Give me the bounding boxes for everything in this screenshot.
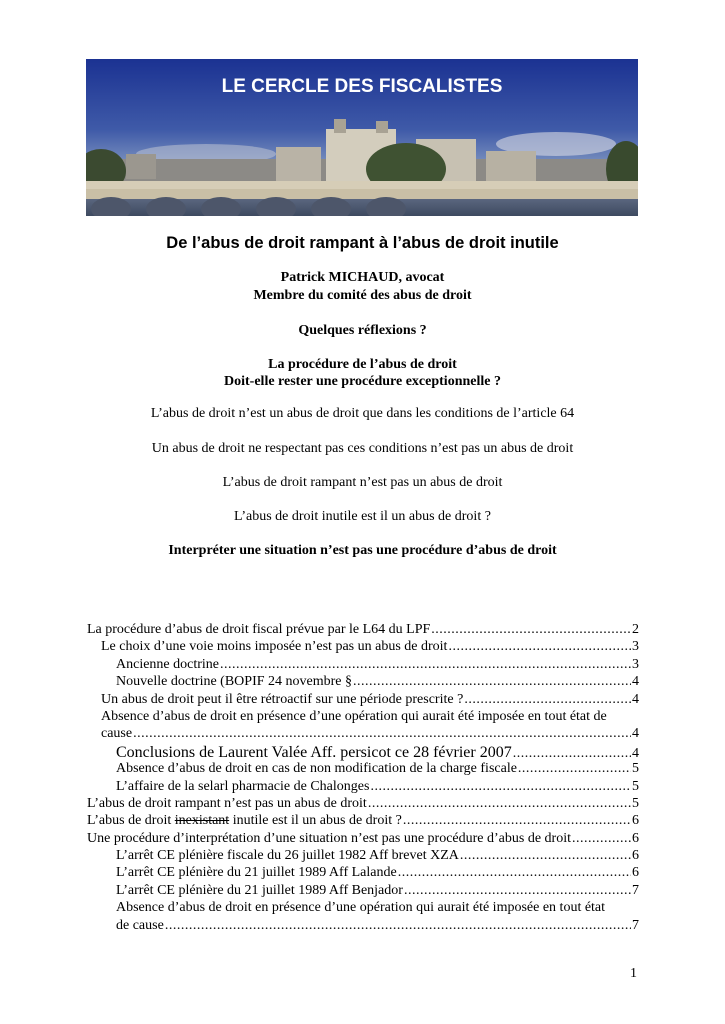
toc-title-part: inutile est il un abus de droit ? — [229, 813, 402, 829]
toc-entry[interactable] — [87, 622, 639, 639]
toc-entry[interactable] — [87, 761, 639, 778]
toc-entry-page: 5 — [632, 778, 639, 794]
toc-entry-page: 7 — [632, 917, 639, 933]
toc-entry-title[interactable]: Absence d’abus de droit en présence d’une opération qui aurait été imposée en tout état — [116, 900, 606, 916]
statement-2: Un abus de droit ne respectant pas ces conditions n’est pas un abus de droit — [151, 441, 574, 456]
statement-4: L’abus de droit inutile est il un abus de droit ? — [234, 509, 491, 524]
toc-entry[interactable] — [87, 796, 639, 813]
toc-entry[interactable] — [87, 918, 639, 935]
toc-entry-page: 4 — [632, 726, 639, 742]
subtitle: Quelques réflexions ? — [298, 323, 427, 338]
toc-entry-page: 4 — [632, 745, 639, 761]
toc-entry-title[interactable]: Absence d’abus de droit en présence d’une opération qui aurait été imposée en tout état de — [101, 708, 607, 724]
toc-entry-title: L’arrêt CE plénière fiscale du 26 juillet 1982 Aff brevet XZA — [116, 848, 459, 864]
heading-line-1: La procédure de l’abus de droit — [268, 357, 457, 372]
toc-entry[interactable] — [87, 865, 639, 882]
toc-entry[interactable] — [87, 848, 639, 865]
struck-word: inexistant — [174, 813, 230, 829]
toc-entry-page: 7 — [632, 882, 639, 898]
author-line: Patrick MICHAUD, avocat — [280, 270, 445, 285]
toc-entry-title-continued: cause — [101, 726, 133, 742]
page-number: 1 — [630, 966, 637, 981]
toc-entry-page: 5 — [632, 761, 639, 777]
toc-entry-title-continued: de cause — [116, 917, 164, 933]
toc-entry-title: Une procédure d’interprétation d’une situation n’est pas une procédure d’abus de droit — [87, 830, 571, 846]
toc-entry-page: 6 — [632, 865, 639, 881]
toc-entry-page: 4 — [632, 674, 639, 690]
toc-entry-title: L’affaire de la selarl pharmacie de Chalonges — [116, 778, 370, 794]
paris-bridge-illustration — [86, 59, 638, 216]
toc-entry-title: La procédure d’abus de droit fiscal prévue par le L64 du LPF — [87, 622, 431, 637]
document-title: De l’abus de droit rampant à l’abus de droit inutile — [166, 234, 559, 252]
statement-1: L’abus de droit n’est un abus de droit que dans les conditions de l’article 64 — [150, 406, 575, 421]
toc-entry[interactable] — [87, 657, 639, 674]
toc-entry-page: 4 — [632, 691, 639, 707]
toc-entry-title: Le choix d’une voie moins imposée n’est pas un abus de droit — [101, 639, 448, 655]
toc-entry[interactable] — [87, 779, 639, 796]
heading-line-2: Doit-elle rester une procédure exceptionnelle ? — [224, 374, 501, 389]
toc-entry[interactable] — [87, 744, 639, 761]
toc-entry-page: 6 — [632, 830, 639, 846]
toc-entry-page: 6 — [632, 813, 639, 829]
toc-entry[interactable] — [87, 831, 639, 848]
toc-entry-title: Nouvelle doctrine (BOPIF 24 novembre § — [116, 674, 353, 690]
toc-entry-page: 3 — [632, 656, 639, 672]
conclusion-statement: Interpréter une situation n’est pas une procédure d’abus de droit — [168, 543, 557, 558]
toc-entry-title: L’arrêt CE plénière du 21 juillet 1989 Aff Benjador — [116, 882, 403, 898]
toc-entry[interactable] — [87, 674, 639, 691]
toc-entry-title — [87, 813, 402, 829]
toc-entry-title: L’arrêt CE plénière du 21 juillet 1989 Aff Lalande — [116, 865, 397, 881]
toc-entry-title: Un abus de droit peut il être rétroactif sur une période prescrite ? — [101, 691, 464, 707]
toc-entry-page: 2 — [632, 622, 639, 637]
toc-entry[interactable] — [87, 813, 639, 830]
toc-entry[interactable] — [87, 883, 639, 900]
toc-entry-page: 3 — [632, 639, 639, 655]
toc-entry-page: 5 — [632, 795, 639, 811]
banner-title: LE CERCLE DES FISCALISTES — [221, 76, 503, 97]
toc-entry-page: 6 — [632, 848, 639, 864]
toc-entry[interactable] — [87, 726, 639, 743]
toc-title-part: L’abus de droit — [87, 813, 175, 829]
statement-3: L’abus de droit rampant n’est pas un abus de droit — [222, 475, 503, 490]
header-banner — [86, 59, 638, 216]
toc-entry-title: Ancienne doctrine — [116, 656, 220, 672]
toc-entry-title: Conclusions de Laurent Valée Aff. persicot ce 28 février 2007 — [116, 743, 512, 761]
toc-entry-title: Absence d’abus de droit en cas de non modification de la charge fiscale — [116, 761, 517, 777]
toc-entry[interactable] — [87, 639, 639, 656]
toc-entry[interactable] — [87, 692, 639, 709]
table-of-contents — [87, 622, 639, 935]
author-role: Membre du comité des abus de droit — [253, 288, 472, 303]
toc-entry-title: L’abus de droit rampant n’est pas un abus de droit — [87, 795, 367, 811]
